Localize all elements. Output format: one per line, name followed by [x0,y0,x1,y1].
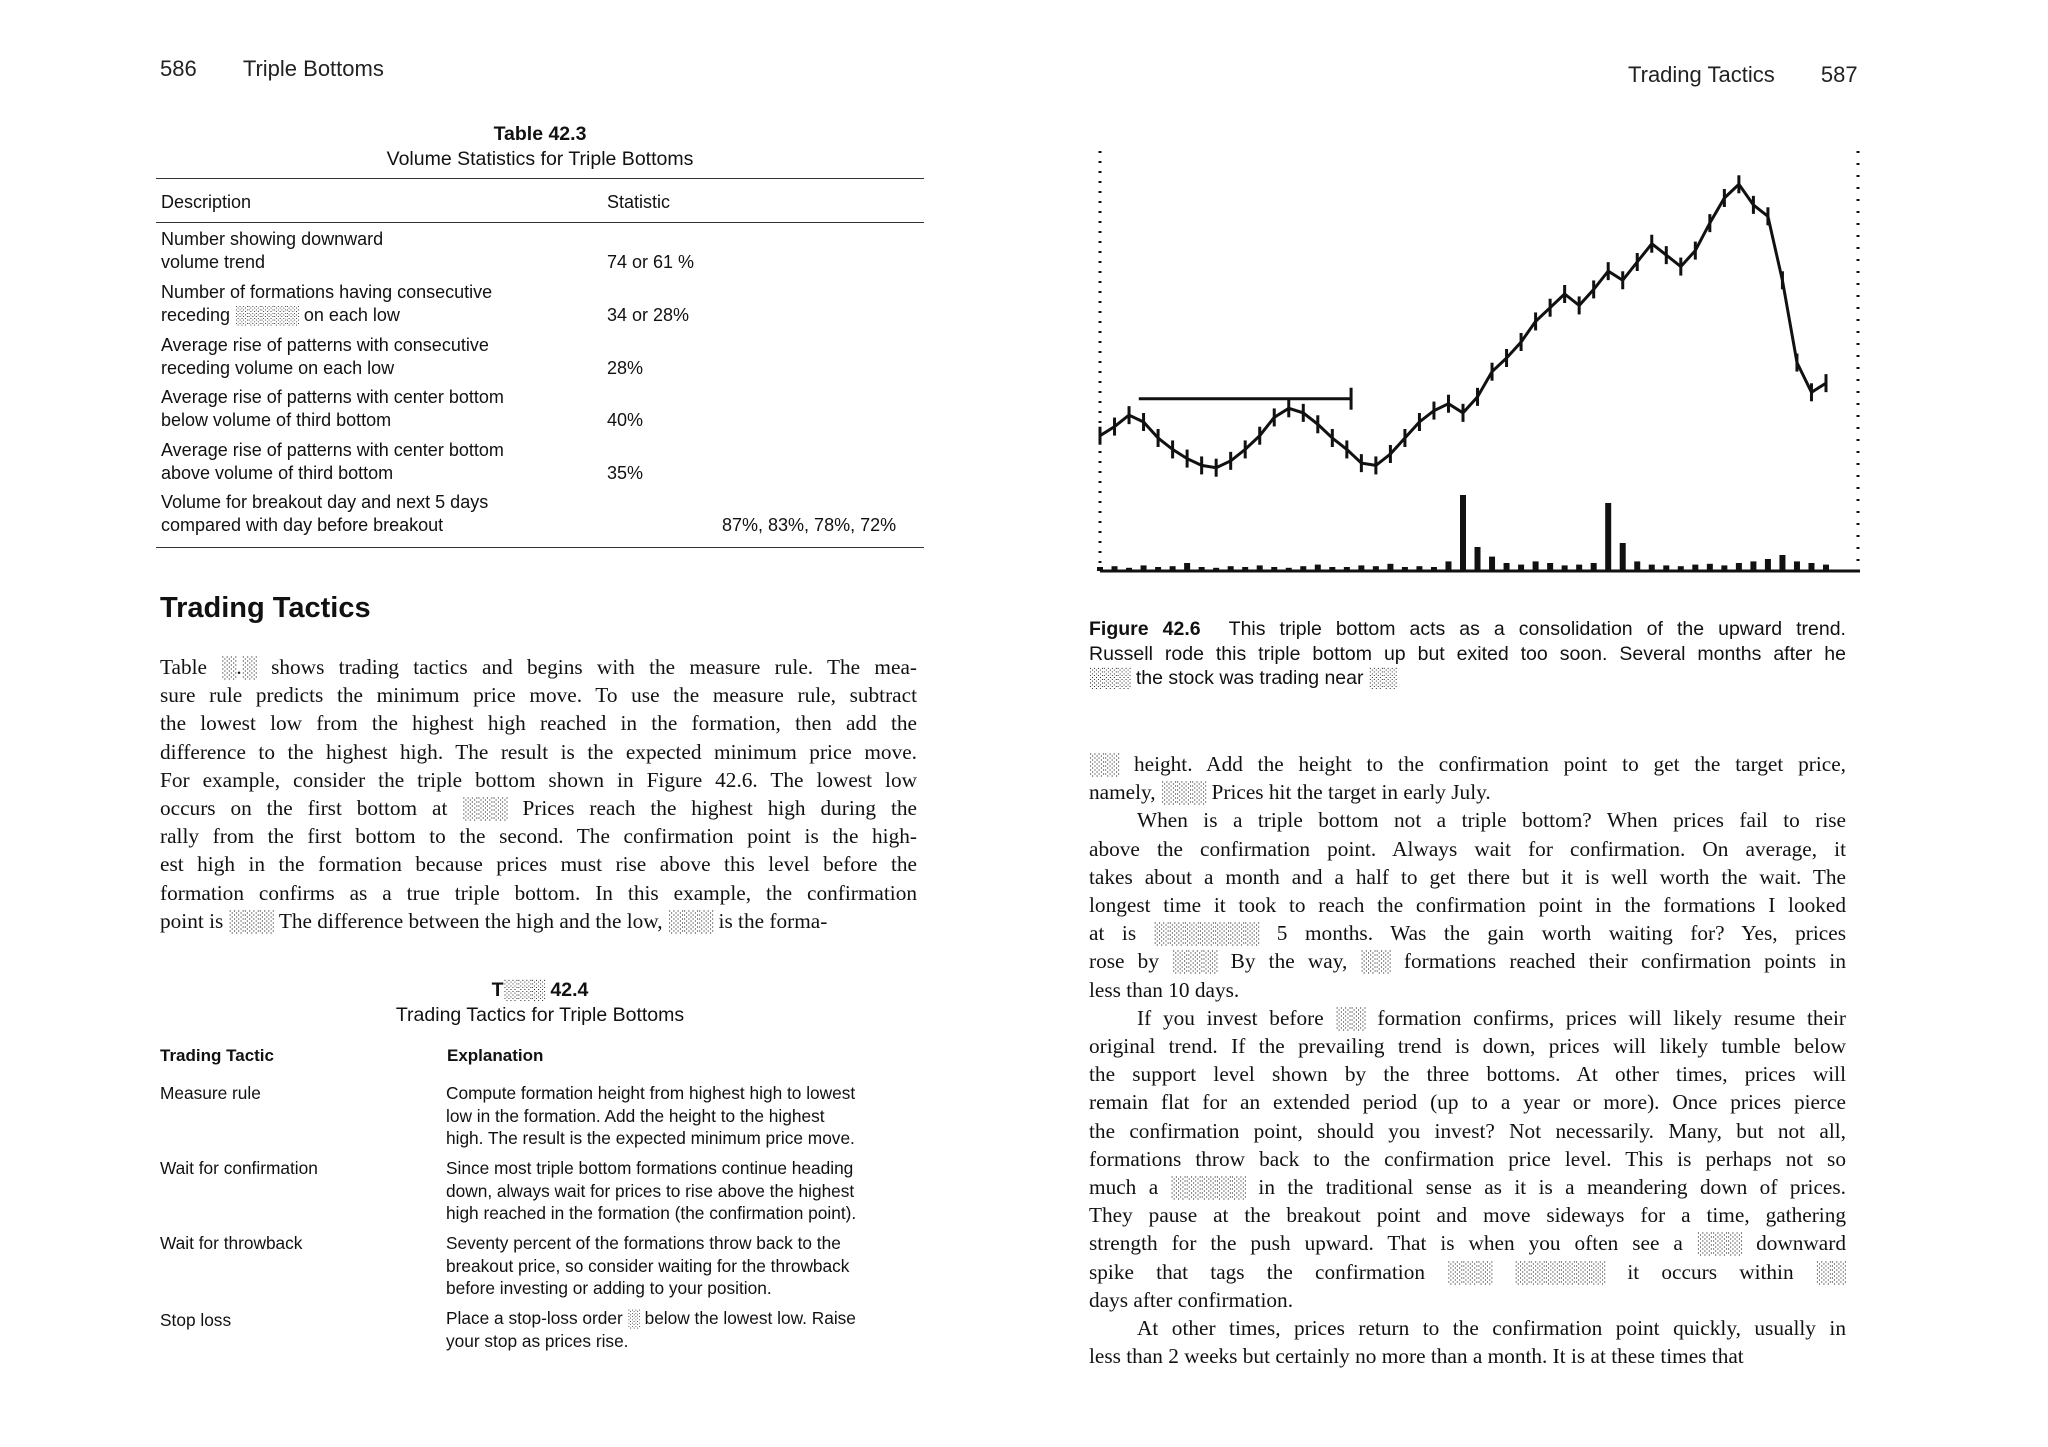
body-line: formation confirms as a true triple bottom. In this example, the confirmation [160,880,917,905]
volume-bar [1112,566,1118,571]
volume-bar [1329,567,1335,571]
body-line: namely, ░░░ Prices hit the target in early July. [1089,780,1491,805]
table-42-3-row-5-statistic: 35% [607,463,644,483]
table-42-4-title [156,978,924,1028]
volume-bar [1445,561,1451,571]
table-42-3-row-3-statistic: 28% [607,358,644,378]
table-42-3-row-3-description [161,334,489,380]
body-line: the confirmation point, should you invest? Not necessarily. Many, but not all, [1089,1118,1846,1143]
figure-caption-line-3: ░░░ the stock was trading near ░░ [1089,667,1397,689]
volume-bar [1373,566,1379,571]
volume-bar [1533,561,1539,571]
volume-bar [1271,567,1277,571]
body-line: difference to the highest high. The result is the expected minimum price move. [160,739,917,764]
table-42-3-row-5-description [161,439,504,485]
volume-bar [1591,563,1597,571]
table-42-3-row-2-description [161,281,492,327]
volume-bar [1750,561,1756,571]
table-42-3-col-description: Description [161,192,252,212]
table-42-4-row-4-tactic: Stop loss [160,1310,232,1330]
table-42-3-row-4-description [161,386,504,432]
body-line: When is a triple bottom not a triple bottom? When prices fail to rise [1137,808,1846,833]
table-42-4-row-2-tactic: Wait for confirmation [160,1158,318,1178]
table-42-3-row-1-statistic: 74 or 61 % [607,252,695,272]
body-line: est high in the formation because prices must rise above this level before the [160,852,917,877]
volume-bar [1344,567,1350,571]
body-line: Table ░.░ shows trading tactics and begins with the measure rule. The mea- [160,655,917,679]
table-42-4-row-2-explanation [446,1157,856,1225]
table-42-4-col-tactic: Trading Tactic [160,1046,274,1065]
body-line: less than 10 days. [1089,977,1240,1002]
table-42-3-title [156,122,924,172]
body-line: above the confirmation point. Always wait for confirmation. On average, it [1089,836,1846,861]
body-line: formations throw back to the confirmation price level. This is perhaps not so [1089,1146,1846,1171]
table-cell-line: Volume for breakout day and next 5 days [161,492,489,512]
volume-bar [1315,565,1321,571]
table-cell-line: volume trend [161,252,266,272]
volume-bar [1634,561,1640,571]
body-line: takes about a month and a half to get there but it is well worth the wait. The [1089,864,1846,889]
volume-bar [1489,557,1495,571]
table-42-3-row-1-description [161,228,383,274]
body-line: strength for the push upward. That is when you often see a ░░░ downward [1089,1231,1846,1256]
volume-bar [1242,567,1248,571]
table-cell-line: compared with day before breakout [161,515,444,535]
table-42-3-head-rule [156,222,924,223]
body-line: much a ░░░░░ in the traditional sense as it is a meandering down of prices. [1089,1175,1846,1200]
volume-bar [1736,563,1742,571]
figure-42-6-chart [1068,126,1876,606]
volume-bar [1576,565,1582,571]
body-line: original trend. If the prevailing trend is down, prices will likely tumble below [1089,1034,1846,1059]
volume-bar [1721,565,1727,571]
volume-bar [1779,555,1785,571]
table-cell-line: Number of formations having consecutive [161,282,493,302]
volume-bar [1199,567,1205,571]
body-line: sure rule predicts the minimum price move. To use the measure rule, subtract [160,683,917,708]
volume-bar [1170,566,1176,571]
volume-bar [1475,547,1481,571]
volume-bar [1562,565,1568,571]
table-cell-line: Since most triple bottom formations continue heading [446,1158,854,1178]
table-42-3-row-6-statistic: 87%, 83%, 78%, 72% [722,515,897,535]
table-42-3-label: Table 42.3 [493,123,587,145]
price-series-line [1100,184,1826,467]
table-cell-line: before investing or adding to your position. [446,1278,772,1298]
table-42-4-row-4-explanation [446,1307,856,1352]
volume-bar [1663,565,1669,571]
table-cell-line: Average rise of patterns with consecutive [161,335,489,355]
table-cell-line: breakout price, so consider waiting for the throwback [446,1255,850,1276]
body-line: They pause at the breakout point and move sideways for a time, gathering [1089,1203,1846,1228]
right-running-title: Trading Tactics [1628,62,1775,87]
volume-bar [1765,559,1771,571]
table-42-4-row-3-tactic: Wait for throwback [160,1233,303,1253]
body-line: ░░ height. Add the height to the confirmation point to get the target price, [1089,752,1846,776]
table-cell-line: above volume of third bottom [161,463,394,483]
table-cell-line: Place a stop-loss order ░ below the lowest low. Raise [446,1308,856,1328]
volume-bar [1286,568,1292,571]
volume-bar [1155,567,1161,571]
table-42-4-row-1-tactic: Measure rule [160,1083,261,1103]
body-line: remain flat for an extended period (up to a year or more). Once prices pierce [1089,1090,1846,1115]
table-42-3-row-4-statistic: 40% [607,410,644,430]
volume-bar [1678,566,1684,571]
volume-bar [1097,567,1103,571]
right-running-head [1628,62,1858,88]
table-42-3-bottom-rule [156,547,924,548]
table-42-3-row-6-description [161,491,488,537]
body-line: For example, consider the triple bottom shown in Figure 42.6. The lowest low [160,767,917,792]
body-line: point is ░░░ The difference between the high and the low, ░░░ is the forma- [160,908,828,933]
body-line: occurs on the first bottom at ░░░ Prices reach the highest high during the [160,796,917,821]
volume-bar [1257,565,1263,571]
table-42-4-caption: Trading Tactics for Triple Bottoms [395,1004,685,1026]
body-line: at is ░░░░░░░ 5 months. Was the gain worth waiting for? Yes, prices [1089,921,1846,946]
volume-bar [1300,566,1306,571]
table-cell-line: high. The result is the expected minimum price move. [446,1128,855,1148]
volume-bar [1620,543,1626,571]
section-heading-trading-tactics: Trading Tactics [160,592,371,624]
volume-bar [1213,568,1219,571]
volume-bar [1416,566,1422,571]
table-cell-line: receding volume on each low [161,358,395,378]
table-42-3-row-2-statistic: 34 or 28% [607,305,690,325]
volume-bar [1808,563,1814,571]
left-page-number: 586 [160,56,197,81]
volume-bar [1184,563,1190,571]
volume-bar [1547,563,1553,571]
volume-bar [1460,495,1466,571]
volume-bar [1518,565,1524,571]
left-running-head [160,56,384,82]
table-cell-line: down, always wait for prices to rise above the highest [446,1180,855,1201]
table-cell-line: Average rise of patterns with center bottom [161,387,504,407]
table-cell-line: receding ░░░░░ on each low [161,305,400,325]
figure-42-6-caption [1089,617,1846,691]
table-42-4-row-1-explanation [446,1082,855,1150]
body-line: less than 2 weeks but certainly no more than a month. It is at these times that [1089,1344,1744,1369]
volume-bar [1794,561,1800,571]
body-line: rose by ░░░ By the way, ░░ formations reached their confirmation points in [1089,949,1846,974]
volume-bar [1387,564,1393,571]
volume-bar [1504,563,1510,571]
volume-bar [1228,566,1234,571]
table-42-4-label: T░░░ 42.4 [491,979,589,1001]
left-body-text [160,653,917,935]
table-42-3-col-statistic: Statistic [607,192,671,212]
table-cell-line: your stop as prices rise. [446,1330,629,1351]
volume-bar [1823,565,1829,571]
volume-bar [1692,565,1698,571]
table-cell-line: Average rise of patterns with center bottom [161,440,504,460]
volume-bar [1358,565,1364,571]
volume-bar [1707,564,1713,571]
table-42-4-row-3-explanation [446,1232,849,1300]
body-line: longest time it took to reach the confirmation point in the formations I looked [1089,893,1846,918]
table-42-4-col-explanation: Explanation [447,1046,544,1065]
left-running-title: Triple Bottoms [242,56,384,81]
right-body-text [1089,750,1846,1370]
body-line: days after confirmation. [1089,1287,1294,1312]
body-line: spike that tags the confirmation ░░░ ░░░░░░ it occurs within ░░ [1089,1259,1846,1284]
table-cell-line: Compute formation height from highest high to lowest [446,1083,856,1103]
volume-bar [1605,503,1611,571]
right-page-number: 587 [1820,62,1858,87]
table-cell-line: below volume of third bottom [161,410,392,430]
body-line: the support level shown by the three bottoms. At other times, prices will [1089,1062,1846,1087]
table-42-3-top-rule [156,178,924,179]
volume-bar [1649,565,1655,571]
figure-caption-line-1: This triple bottom acts as a consolidation of the upward trend. [1228,618,1846,640]
volume-bar [1431,567,1437,571]
body-line: the lowest low from the highest high reached in the formation, then add the [160,711,917,736]
table-cell-line: Number showing downward [161,229,384,249]
table-cell-line: high reached in the formation (the confirmation point). [446,1203,857,1223]
table-cell-line: Seventy percent of the formations throw back to the [446,1233,841,1253]
volume-bar [1402,567,1408,571]
table-cell-line: low in the formation. Add the height to the highest [446,1105,825,1126]
body-line: At other times, prices return to the confirmation point quickly, usually in [1137,1316,1846,1341]
volume-bar [1141,565,1147,571]
table-42-3-caption: Volume Statistics for Triple Bottoms [386,148,694,170]
figure-42-6-label: Figure 42.6 [1089,618,1201,640]
body-line: rally from the first bottom to the second. The confirmation point is the high- [160,824,917,849]
body-line: If you invest before ░░ formation confirms, prices will likely resume their [1137,1005,1846,1030]
volume-bar [1126,568,1132,571]
figure-caption-line-2: Russell rode this triple bottom up but exited too soon. Several months after he [1089,642,1846,665]
